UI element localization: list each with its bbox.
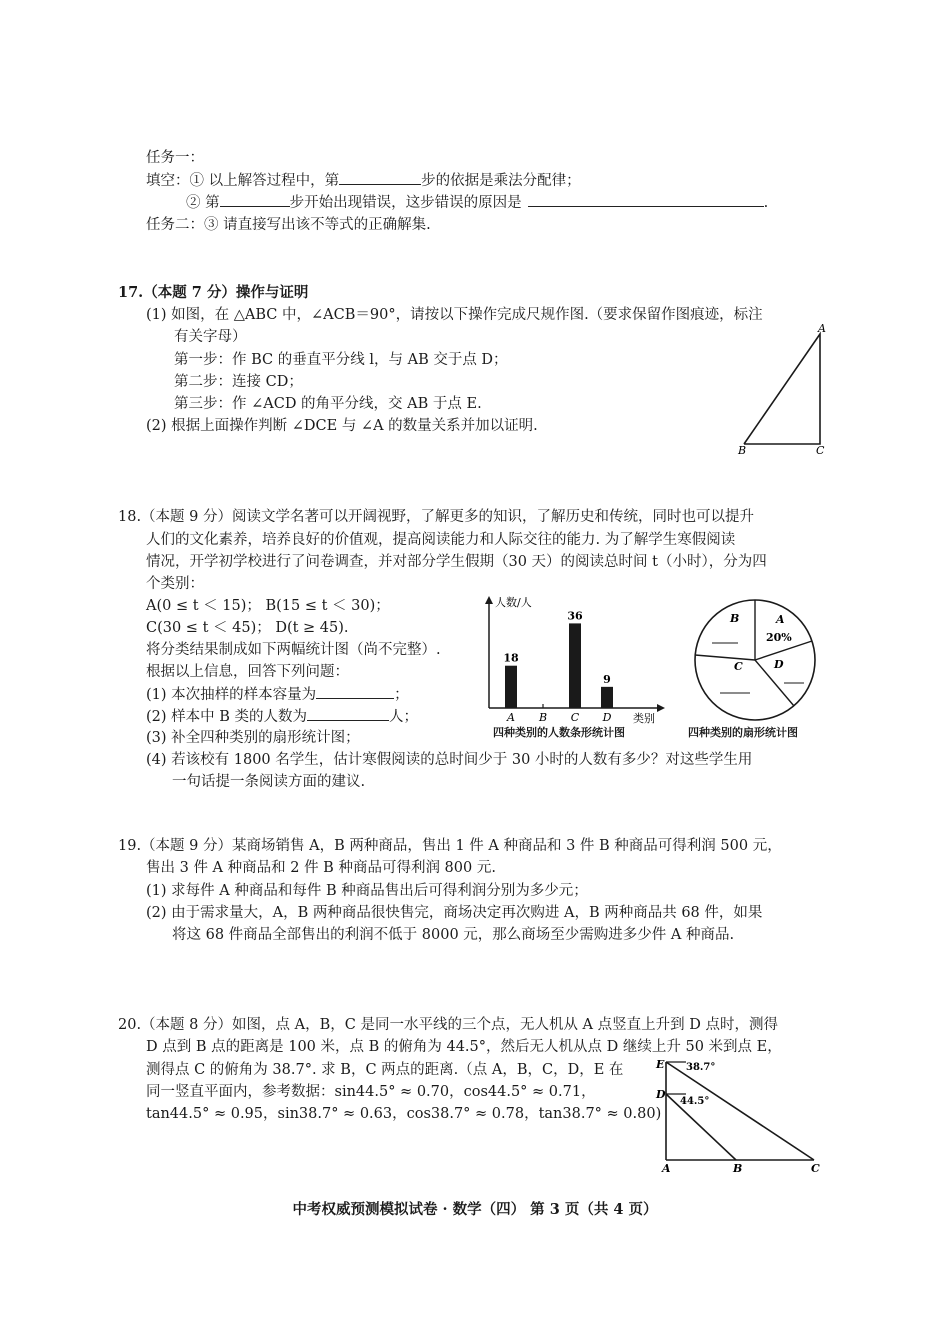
point-c-label: C	[811, 1162, 820, 1174]
q18-q2-text: (2) 样本中 B 类的人数为	[146, 709, 308, 725]
task-two: 任务二：③ 请直接写出该不等式的正确解集.	[146, 217, 431, 233]
q18-category-cd: C(30 ≤ t ＜ 45)； D(t ≥ 45).	[146, 620, 349, 636]
pie-label-b: B	[730, 612, 740, 625]
angle-e-label: 38.7°	[686, 1062, 716, 1073]
answer-blank[interactable]	[220, 192, 290, 207]
category-label-d: D	[602, 711, 612, 724]
q20-line-4: 同一竖直平面内，参考数据：sin44.5° ≈ 0.70，cos44.5° ≈ 0.71，	[146, 1084, 596, 1100]
q17-part2: (2) 根据上面操作判断 ∠DCE 与 ∠A 的数量关系并加以证明.	[146, 418, 538, 434]
answer-blank[interactable]	[307, 706, 389, 721]
q19-part2-cont: 将这 68 件商品全部售出的利润不低于 8000 元，那么商场至少需购进多少件 A 种商品.	[172, 927, 735, 943]
q20-drone-figure	[652, 1052, 828, 1174]
page-footer: 中考权威预测模拟试卷 · 数学（四） 第 3 页（共 4 页）	[292, 1201, 658, 1218]
task-one-heading: 任务一：	[146, 150, 204, 166]
triangle-abc	[744, 334, 820, 444]
pie-label-c: C	[734, 660, 743, 673]
q20-line-3: 测得点 C 的俯角为 38.7°. 求 B，C 两点的距离.（点 A，B，C，D，E 在	[146, 1062, 624, 1078]
q18-line-3: 情况，开学初学校进行了问卷调查，并对部分学生假期（30 天）的阅读总时间 t（小时），分为四	[146, 554, 767, 570]
bar-chart-caption: 四种类别的人数条形统计图	[493, 726, 625, 739]
q20-line-5: tan44.5° ≈ 0.95，sin38.7° ≈ 0.63，cos38.7° ≈ 0.78，tan38.7° ≈ 0.80)	[146, 1106, 662, 1122]
q17-part1-cont: 有关字母）	[174, 329, 247, 345]
point-a-label: A	[662, 1162, 671, 1174]
bar-a	[505, 666, 517, 708]
q17-step3: 第三步：作 ∠ACD 的角平分线，交 AB 于点 E.	[174, 396, 482, 412]
q20-line-1: 20.（本题 8 分）如图，点 A，B，C 是同一水平线的三个点，无人机从 A 点竖直上升到 D 点时，测得	[118, 1017, 778, 1033]
bar-c	[569, 623, 581, 708]
category-label-c: C	[570, 711, 580, 724]
bar-value-label-d: 9	[603, 672, 611, 686]
pie-label-a: A	[776, 613, 785, 626]
q19-line-1: 19.（本题 9 分）某商场销售 A，B 两种商品，售出 1 件 A 种商品和 3 件 B 种商品可得利润 500 元，	[118, 838, 782, 854]
q18-line-2: 人们的文化素养，培养良好的价值观，提高阅读能力和人际交往的能力. 为了解学生寒假阅读	[146, 532, 736, 548]
fill-text-a: 填空：① 以上解答过程中，第	[146, 173, 340, 189]
vertex-b-label: B	[738, 444, 747, 457]
fill-text-b-mid: 步开始出现错误，这步错误的原因是	[289, 195, 522, 211]
bar-chart	[475, 590, 670, 725]
q19-line-2: 售出 3 件 A 种商品和 2 件 B 种商品可得利润 800 元.	[146, 860, 496, 876]
q18-q1-text: (1) 本次抽样的样本容量为	[146, 687, 317, 703]
vertex-c-label: C	[816, 444, 825, 457]
q18-q2-end: 人；	[389, 709, 419, 725]
category-label-b: B	[538, 711, 548, 724]
q18-category-ab: A(0 ≤ t ＜ 15)； B(15 ≤ t ＜ 30)；	[146, 598, 390, 614]
fill-text-b: ② 第	[186, 195, 220, 211]
q18-question-1	[146, 684, 409, 705]
point-b-label: B	[733, 1162, 743, 1174]
q19-part1: (1) 求每件 A 种商品和每件 B 种商品售出后可得利润分别为多少元；	[146, 883, 588, 899]
point-e-label: E	[656, 1058, 665, 1071]
y-axis-arrow	[485, 596, 493, 604]
q18-question-3: (3) 补全四种类别的扇形统计图；	[146, 730, 360, 746]
x-axis-arrow	[657, 704, 665, 712]
vertex-a-label: A	[818, 322, 826, 335]
answer-blank[interactable]	[528, 192, 764, 207]
q17-part1: (1) 如图，在 △ABC 中，∠ACB＝90°，请按以下操作完成尺规作图.（要求保留作图痕迹，标注	[146, 307, 763, 323]
q19-part2: (2) 由于需求量大，A，B 两种商品很快售完，商场决定再次购进 A，B 两种商品共 68 件，如果	[146, 905, 763, 921]
fill-text-a-end: 步的依据是乘法分配律；	[421, 173, 581, 189]
line-ec	[666, 1062, 814, 1160]
bar-value-label-c: 36	[567, 609, 583, 623]
x-axis-label: 类别	[633, 712, 655, 725]
q17-heading: 17.（本题 7 分）操作与证明	[118, 284, 309, 301]
q18-question-4: (4) 若该校有 1800 名学生，估计寒假阅读的总时间少于 30 小时的人数有多少？对这些学生用	[146, 752, 753, 768]
bar-series	[503, 609, 613, 724]
pie-label-d: D	[774, 658, 784, 671]
q18-question-2	[146, 706, 418, 727]
q17-step2: 第二步：连接 CD；	[174, 374, 303, 390]
q17-triangle-figure	[730, 320, 840, 460]
q18-question-4-cont: 一句话提一条阅读方面的建议.	[172, 774, 366, 790]
q18-line-1: 18.（本题 9 分）阅读文学名著可以开阔视野，了解更多的知识，了解历史和传统，同时也可以提升	[118, 509, 754, 525]
pie-chart	[690, 595, 820, 725]
pie-label-a-percent: 20%	[766, 631, 792, 644]
task-fill-line-2	[186, 192, 768, 213]
angle-d-label: 44.5°	[680, 1096, 710, 1107]
q18-line-8: 根据以上信息，回答下列问题：	[146, 664, 349, 680]
q18-q1-end: ；	[394, 687, 409, 703]
fill-text-b-end: .	[763, 195, 769, 211]
task-fill-line-1	[146, 170, 581, 191]
q18-line-4: 个类别：	[146, 576, 204, 592]
point-d-label: D	[656, 1088, 666, 1101]
q17-step1: 第一步：作 BC 的垂直平分线 l，与 AB 交于点 D；	[174, 352, 508, 368]
answer-blank[interactable]	[316, 684, 394, 699]
bar-d	[601, 687, 613, 708]
category-label-a: A	[507, 711, 515, 724]
q18-line-7: 将分类结果制成如下两幅统计图（尚不完整）.	[146, 642, 441, 658]
answer-blank[interactable]	[339, 170, 421, 185]
q20-line-2: D 点到 B 点的距离是 100 米，点 B 的俯角为 44.5°，然后无人机从点 D 继续上升 50 米到点 E，	[146, 1039, 782, 1055]
y-axis-label: 人数/人	[495, 596, 532, 609]
bar-value-label-a: 18	[503, 651, 519, 665]
pie-chart-caption: 四种类别的扇形统计图	[688, 726, 798, 739]
pie-divider-bc	[695, 655, 755, 660]
